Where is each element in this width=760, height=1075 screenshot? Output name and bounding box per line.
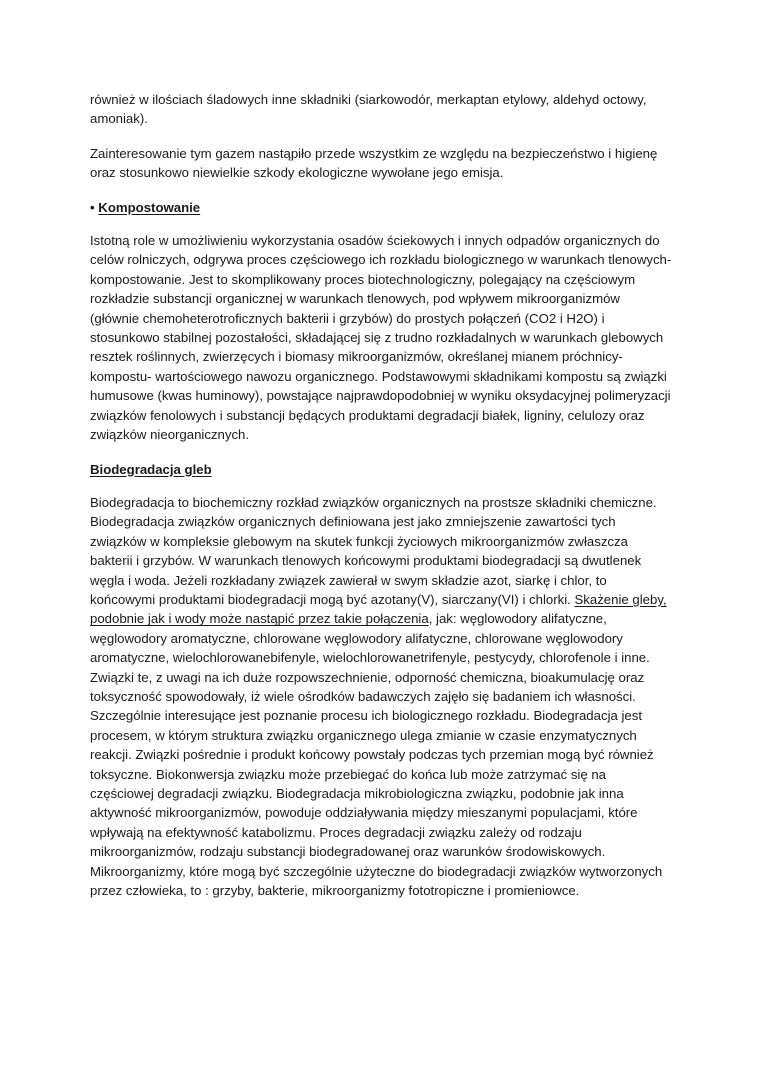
heading-text-biodegradation: Biodegradacja gleb [90,461,212,477]
document-page [90,90,672,915]
paragraph-composting: Istotną role w umożliwieniu wykorzystania osadów ściekowych i innych odpadów organicznych do celów rolniczych, odgrywa proces częściowego ich rozkładu biologicznego w warunkach tlenowych- kompostowanie. Jest to skomplikowany proces biotechnologiczny, polegający na częściowym rozkładzie substancji organicznej w warunkach tlenowych, pod wpływem mikroorganizmów (głównie chemoheterotroficznych bakterii i grzybów) do prostych połączeń (CO2 i H2O) i stosunkowo stabilnej pozostałości, składającej się z trudno rozkładalnych w warunkach glebowych resztek roślinnych, zwierzęcych i biomasy mikroorganizmów, określanej mianem próchnicy- kompostu- wartościowego nawozu organicznego. Podstawowymi składnikami kompostu są związki humusowe (kwas huminowy), powstające najprawdopodobniej w wyniku oksydacyjnej polimeryzacji związków fenolowych i substancji będących produktami degradacji białek, ligniny, celulozy oraz związków nieorganicznych. [90,233,672,443]
bullet-icon: • [90,199,95,215]
biodegradation-text-part2: , jak: węglowodory alifatyczne, węglowodory aromatyczne, chlorowane węglowodory alifatyczne, chlorowane węglowodory aromatyczne, wielochlorowanebifenyle, wielochlorowanetrifenyle, pestycydy, chlorofenole i inne. Związki te, z uwagi na ich duże rozpowszechnienie, odporność chemiczna, bioakumulację oraz toksyczność spowodowały, iż wiele ośrodków badawczych zajęło się badaniem ich własności. Szczególnie interesujące jest poznanie procesu ich biologicznego rozkładu. Biodegradacja jest procesem, w którym struktura związku organicznego ulega zmianie w czasie enzymatycznych reakcji. Związki pośrednie i produkt końcowy powstały podczas tych przemian mogą być również toksyczne. Biokonwersja związku może przebiegać do końca lub może zatrzymać się na częściowej degradacji związku. Biodegradacja mikrobiologiczna związku, podobnie jak inna aktywność mikroorganizmów, powoduje oddziaływania między mieszanymi populacjami, które wpływają na efektywność katabolizmu. Proces degradacji związku zależy od rodzaju mikroorganizmów, rodzaju substancji biodegradowanej oraz warunków środowiskowych. Mikroorganizmy, które mogą być szczególnie użyteczne do biodegradacji związków wytworzonych przez człowieka, to : grzyby, bakterie, mikroorganizmy fototropiczne i promieniowce. [90,611,663,899]
section-heading-biodegradation [90,460,672,479]
paragraph-biogas-components: również w ilościach śladowych inne składniki (siarkowodór, merkaptan etylowy, aldehyd octowy, amoniak). [90,92,647,127]
biodegradation-text-part1: Biodegradacja to biochemiczny rozkład związków organicznych na prostsze składniki chemiczne. Biodegradacja związków organicznych definiowana jest jako zmniejszenie zawartości tych związków w kompleksie glebowym na skutek funkcji życiowych mikroorganizmów zwłaszcza bakterii i grzybów. W warunkach tlenowych końcowymi produktami biodegradacji są dwutlenek węgla i woda. Jeżeli rozkładany związek zawierał w swym składzie azot, siarkę i chlor, to końcowymi produktami biodegradacji mogą być azotany(V), siarczany(VI) i chlorki. [90,494,657,607]
paragraph-biogas-interest: Zainteresowanie tym gazem nastąpiło przede wszystkim ze względu na bezpieczeństwo i higienę oraz stosunkowo niewielkie szkody ekologiczne wywołane jego emisja. [90,145,658,181]
biodegradation-underlined-text: Skażenie gleby, podobnie jak i wody może nastąpić przez takie połączenia [90,591,667,627]
heading-text-composting: Kompostowanie [98,199,201,215]
paragraph-biodegradation [90,493,672,901]
section-heading-composting [90,198,672,217]
